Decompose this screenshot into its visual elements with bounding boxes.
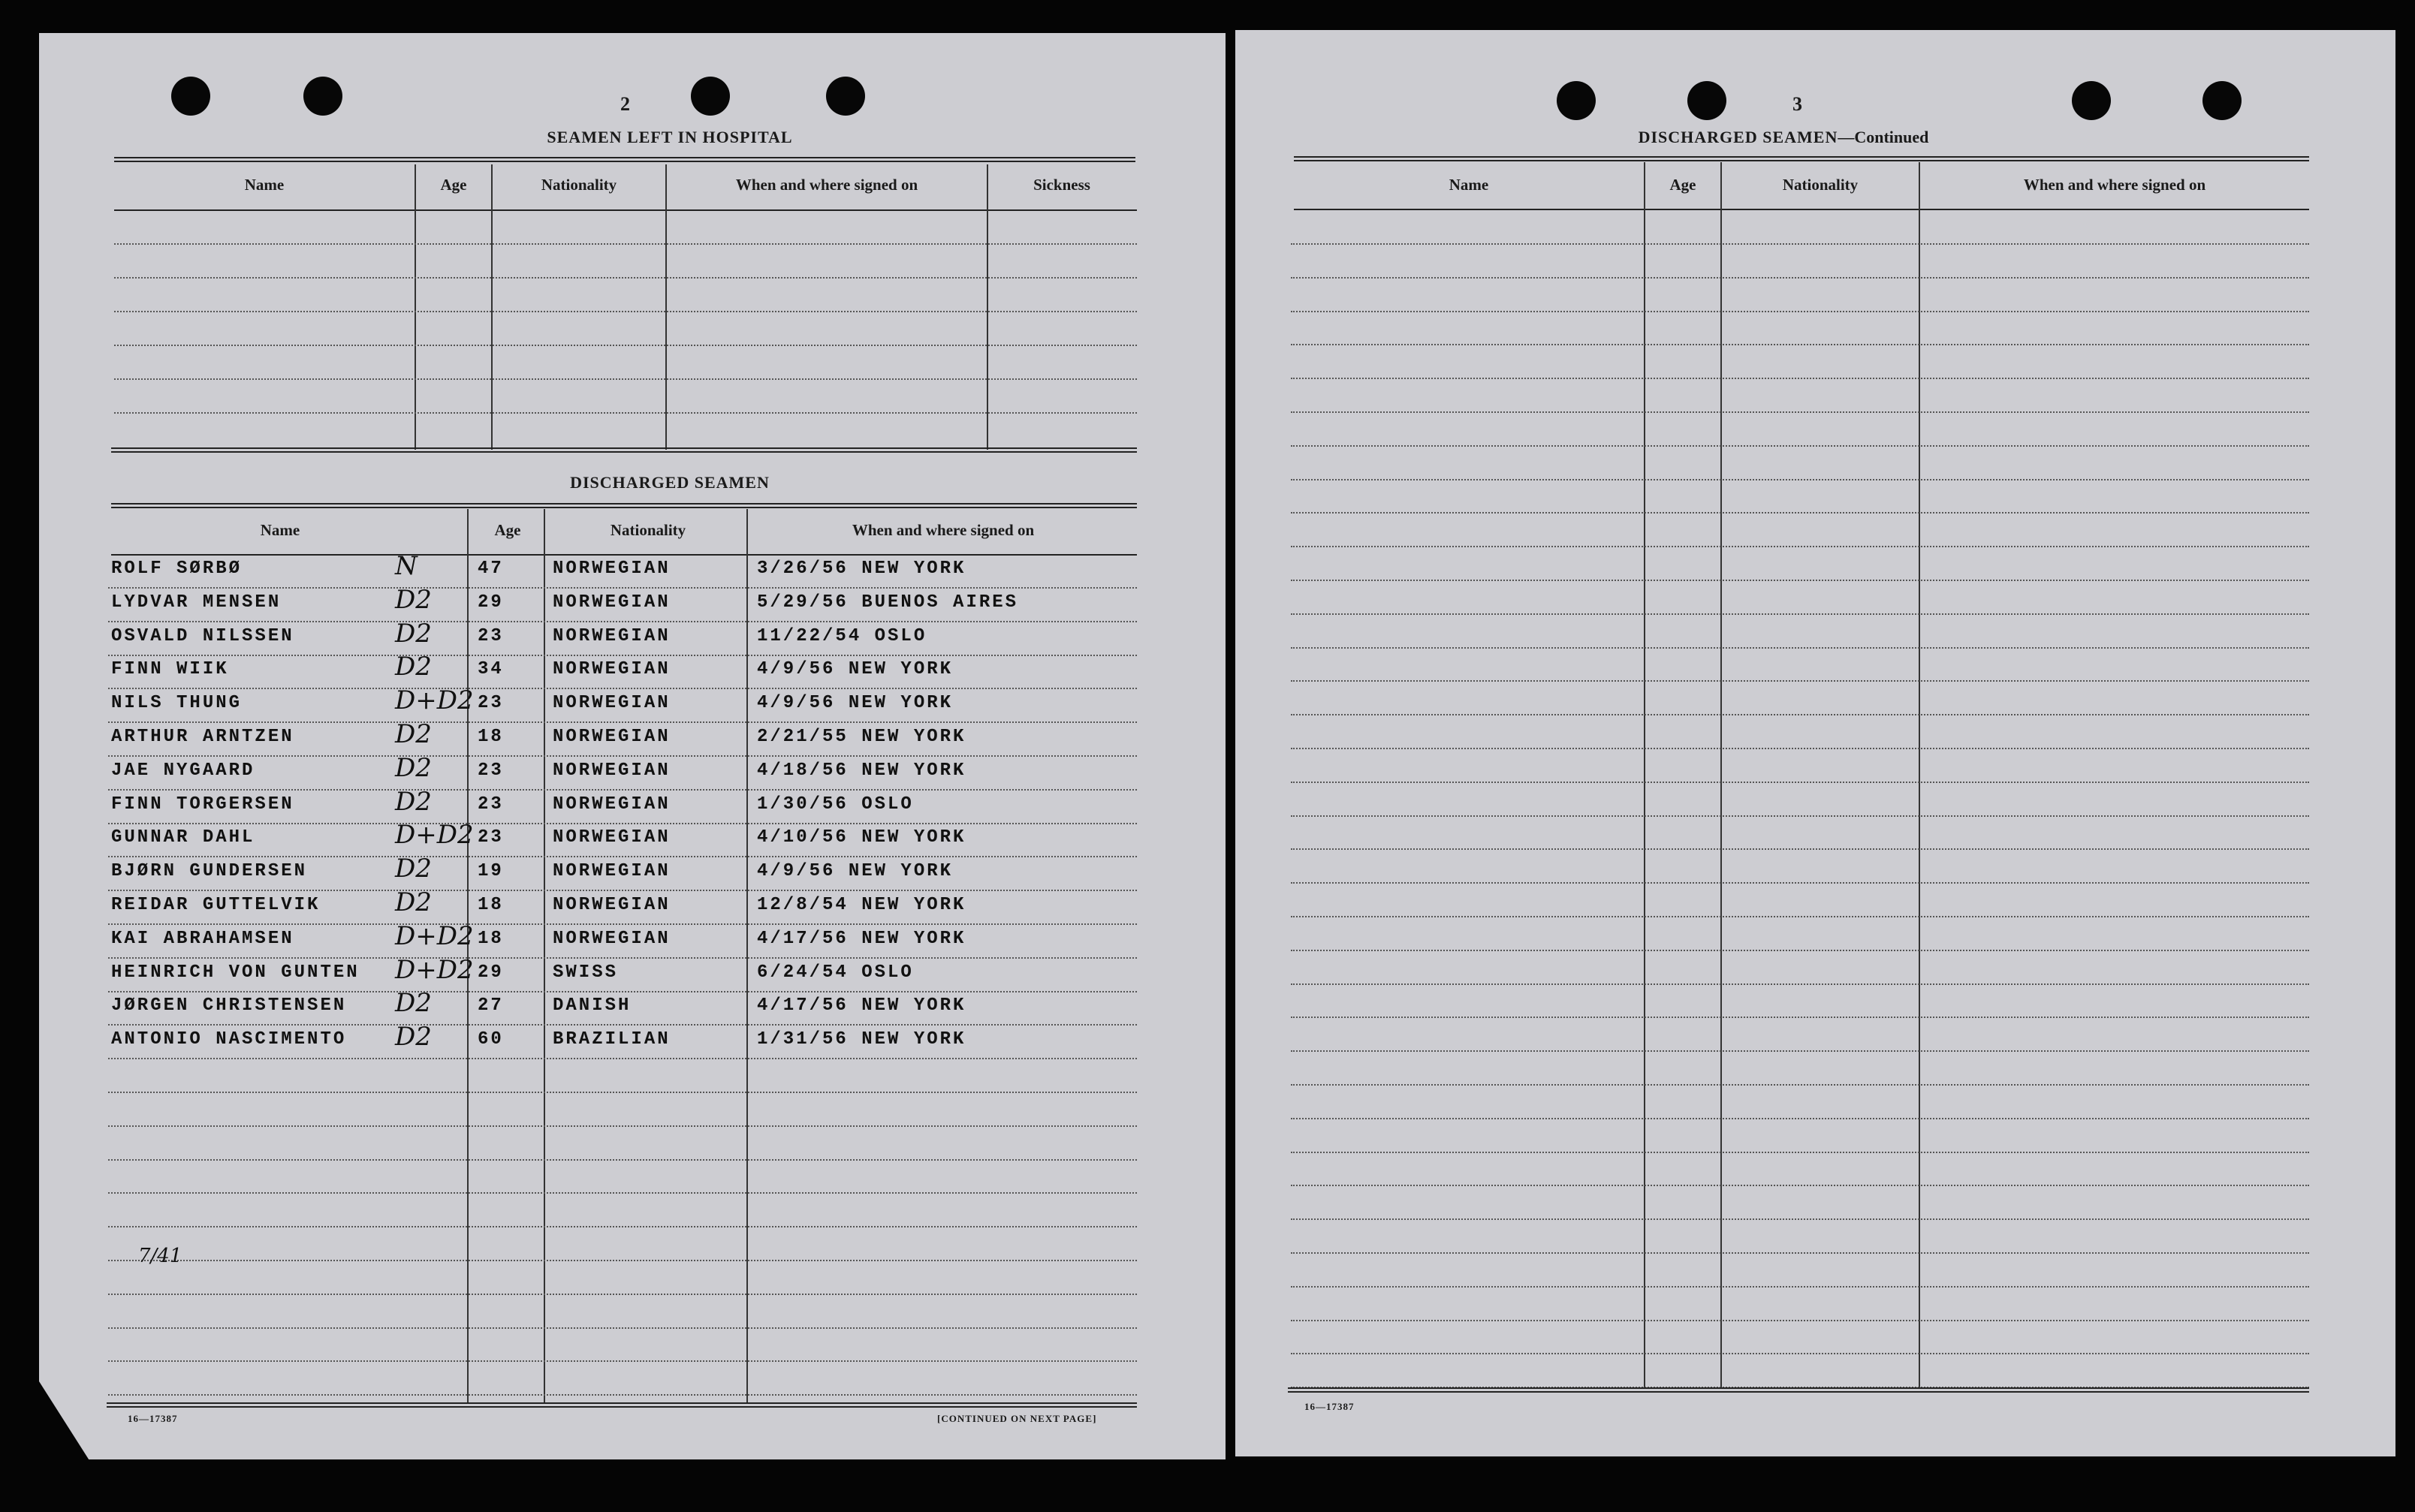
signed-on: 1/30/56 OSLO xyxy=(757,794,914,815)
table-top-rule xyxy=(1294,156,2309,161)
seaman-nationality: DANISH xyxy=(553,995,632,1017)
seaman-age: 18 xyxy=(478,895,504,915)
seaman-name: LYDVAR MENSEN xyxy=(111,592,282,613)
col-head-age: Age xyxy=(494,521,521,539)
row-line xyxy=(108,1327,1137,1329)
seaman-age: 60 xyxy=(478,1029,504,1050)
signed-on: 11/22/54 OSLO xyxy=(757,625,927,646)
row-line xyxy=(1291,243,2309,245)
column-divider xyxy=(1919,162,1920,1389)
seaman-nationality: NORWEGIAN xyxy=(553,659,671,680)
row-line xyxy=(1291,1118,2309,1119)
page-number: 3 xyxy=(1792,93,1802,115)
handwritten-mark: D2 xyxy=(395,752,432,783)
row-line xyxy=(1291,277,2309,279)
handwritten-mark: D2 xyxy=(395,618,432,649)
seaman-age: 34 xyxy=(478,659,504,680)
col-head-signed-on: When and where signed on xyxy=(2023,176,2206,194)
handwritten-mark: D2 xyxy=(395,584,432,615)
handwritten-mark: N xyxy=(395,551,418,581)
header-rule xyxy=(1294,209,2309,210)
table-bottom-rule xyxy=(107,1402,1137,1408)
row-line xyxy=(114,345,1137,346)
seaman-age: 27 xyxy=(478,995,504,1017)
seaman-age: 23 xyxy=(478,794,504,815)
continued-note: [CONTINUED ON NEXT PAGE] xyxy=(937,1413,1097,1424)
handwritten-mark: D+D2 xyxy=(395,820,474,851)
handwritten-mark: D2 xyxy=(395,854,432,884)
column-divider xyxy=(1644,162,1645,1389)
row-line xyxy=(108,957,1137,959)
row-line xyxy=(108,923,1137,925)
row-line xyxy=(1291,680,2309,682)
seaman-name: GUNNAR DAHL xyxy=(111,827,255,848)
form-number: 16—17387 xyxy=(128,1413,178,1424)
handwritten-mark: D2 xyxy=(395,786,432,817)
handwritten-mark: D2 xyxy=(395,988,432,1019)
row-line xyxy=(1291,815,2309,817)
row-line xyxy=(108,755,1137,757)
row-line xyxy=(1291,1252,2309,1254)
seaman-name: OSVALD NILSSEN xyxy=(111,625,294,646)
row-line xyxy=(108,991,1137,992)
row-line xyxy=(108,1192,1137,1194)
row-line xyxy=(1291,1050,2309,1052)
row-line xyxy=(108,823,1137,824)
row-line xyxy=(1291,950,2309,951)
seaman-name: HEINRICH VON GUNTEN xyxy=(111,962,360,983)
seaman-name: FINN WIIK xyxy=(111,659,229,680)
seaman-age: 18 xyxy=(478,928,504,949)
column-divider xyxy=(746,509,748,1402)
row-line xyxy=(108,1058,1137,1059)
row-line xyxy=(1291,613,2309,615)
column-divider xyxy=(544,509,545,1402)
seaman-name: REIDAR GUTTELVIK xyxy=(111,895,321,915)
cut-corner xyxy=(39,1381,92,1464)
punch-hole xyxy=(1687,81,1726,120)
header-rule xyxy=(114,209,1137,211)
seaman-name: BJØRN GUNDERSEN xyxy=(111,861,308,882)
right-page xyxy=(1235,30,2395,1456)
seaman-nationality: NORWEGIAN xyxy=(553,727,671,747)
seaman-nationality: NORWEGIAN xyxy=(553,928,671,949)
signed-on: 2/21/55 NEW YORK xyxy=(757,727,966,747)
handwritten-mark: D2 xyxy=(395,652,432,682)
seaman-name: FINN TORGERSEN xyxy=(111,794,294,815)
row-line xyxy=(1291,983,2309,985)
punch-hole xyxy=(2072,81,2111,120)
row-line xyxy=(1291,1084,2309,1086)
signed-on: 4/18/56 NEW YORK xyxy=(757,760,966,781)
title-suffix: —Continued xyxy=(1838,128,1929,146)
seaman-nationality: NORWEGIAN xyxy=(553,760,671,781)
table-top-rule xyxy=(111,503,1137,508)
row-line xyxy=(1291,714,2309,715)
row-line xyxy=(108,688,1137,689)
table-bottom-rule xyxy=(1288,1387,2309,1393)
row-line xyxy=(108,1394,1137,1396)
signed-on: 4/10/56 NEW YORK xyxy=(757,827,966,848)
header-rule xyxy=(111,554,1137,556)
col-head-name: Name xyxy=(244,176,285,194)
row-line xyxy=(114,243,1137,245)
seaman-age: 23 xyxy=(478,625,504,646)
handwritten-mark: D2 xyxy=(395,1022,432,1053)
row-line xyxy=(1291,1286,2309,1288)
row-line xyxy=(108,621,1137,622)
seaman-age: 18 xyxy=(478,727,504,747)
punch-hole xyxy=(691,77,730,116)
row-line xyxy=(1291,647,2309,649)
seaman-nationality: NORWEGIAN xyxy=(553,592,671,613)
seaman-age: 19 xyxy=(478,861,504,882)
seaman-age: 29 xyxy=(478,592,504,613)
form-number: 16—17387 xyxy=(1304,1401,1355,1412)
row-line xyxy=(1291,1353,2309,1354)
handwritten-mark: D2 xyxy=(395,887,432,917)
row-line xyxy=(1291,512,2309,514)
seaman-nationality: BRAZILIAN xyxy=(553,1029,671,1050)
row-line xyxy=(108,856,1137,857)
row-line xyxy=(108,1260,1137,1261)
row-line xyxy=(108,1294,1137,1295)
row-line xyxy=(1291,1017,2309,1018)
seaman-name: KAI ABRAHAMSEN xyxy=(111,928,294,949)
seaman-name: ARTHUR ARNTZEN xyxy=(111,727,294,747)
signed-on: 12/8/54 NEW YORK xyxy=(757,895,966,915)
row-line xyxy=(114,277,1137,279)
seaman-nationality: NORWEGIAN xyxy=(553,827,671,848)
seaman-age: 47 xyxy=(478,559,504,579)
signed-on: 1/31/56 NEW YORK xyxy=(757,1029,966,1050)
seaman-nationality: NORWEGIAN xyxy=(553,895,671,915)
seaman-nationality: NORWEGIAN xyxy=(553,625,671,646)
seaman-name: NILS THUNG xyxy=(111,693,243,714)
seaman-nationality: NORWEGIAN xyxy=(553,794,671,815)
row-line xyxy=(1291,546,2309,547)
col-head-name: Name xyxy=(260,521,300,539)
row-line xyxy=(1291,916,2309,917)
row-line xyxy=(1291,848,2309,850)
row-line xyxy=(108,1092,1137,1093)
row-line xyxy=(1291,580,2309,581)
col-head-signed-on: When and where signed on xyxy=(852,521,1035,539)
row-line xyxy=(1291,378,2309,379)
col-head-nationality: Nationality xyxy=(541,176,617,194)
row-line xyxy=(108,587,1137,589)
row-line xyxy=(108,1024,1137,1026)
col-head-name: Name xyxy=(1449,176,1489,194)
row-line xyxy=(114,412,1137,414)
row-line xyxy=(1291,311,2309,312)
punch-hole xyxy=(826,77,865,116)
title-text: DISCHARGED SEAMEN xyxy=(1638,128,1838,146)
column-divider xyxy=(665,164,667,450)
page-number: 2 xyxy=(620,93,630,115)
signed-on: 4/17/56 NEW YORK xyxy=(757,995,966,1017)
punch-hole xyxy=(303,77,342,116)
row-line xyxy=(1291,1152,2309,1153)
row-line xyxy=(108,789,1137,791)
row-line xyxy=(1291,445,2309,447)
row-line xyxy=(1291,411,2309,413)
seaman-nationality: SWISS xyxy=(553,962,619,983)
row-line xyxy=(1291,1185,2309,1186)
margin-note: 7/41 xyxy=(138,1245,182,1267)
handwritten-mark: D+D2 xyxy=(395,920,474,951)
seaman-age: 23 xyxy=(478,760,504,781)
seaman-name: JØRGEN CHRISTENSEN xyxy=(111,995,347,1017)
signed-on: 4/9/56 NEW YORK xyxy=(757,659,954,680)
column-divider xyxy=(491,164,493,450)
col-head-nationality: Nationality xyxy=(610,521,686,539)
row-line xyxy=(108,1360,1137,1362)
row-line xyxy=(1291,1218,2309,1220)
col-head-signed-on: When and where signed on xyxy=(735,176,918,194)
left-page xyxy=(39,33,1226,1459)
seaman-age: 23 xyxy=(478,827,504,848)
punch-hole xyxy=(1557,81,1596,120)
row-line xyxy=(108,1159,1137,1161)
punch-hole xyxy=(2202,81,2242,120)
col-head-age: Age xyxy=(440,176,467,194)
row-line xyxy=(108,721,1137,723)
seaman-age: 29 xyxy=(478,962,504,983)
col-head-sickness: Sickness xyxy=(1033,176,1090,194)
row-line xyxy=(108,1125,1137,1127)
row-line xyxy=(1291,479,2309,480)
row-line xyxy=(108,890,1137,891)
seaman-nationality: NORWEGIAN xyxy=(553,861,671,882)
seaman-name: JAE NYGAARD xyxy=(111,760,255,781)
seaman-nationality: NORWEGIAN xyxy=(553,693,671,714)
column-divider xyxy=(415,164,416,450)
signed-on: 4/17/56 NEW YORK xyxy=(757,928,966,949)
col-head-nationality: Nationality xyxy=(1782,176,1859,194)
table-bottom-rule xyxy=(111,447,1137,453)
signed-on: 6/24/54 OSLO xyxy=(757,962,914,983)
punch-hole xyxy=(171,77,210,116)
seaman-name: ROLF SØRBØ xyxy=(111,559,243,579)
row-line xyxy=(114,311,1137,312)
signed-on: 5/29/56 BUENOS AIRES xyxy=(757,592,1019,613)
handwritten-mark: D+D2 xyxy=(395,954,474,985)
seaman-name: ANTONIO NASCIMENTO xyxy=(111,1029,347,1050)
row-line xyxy=(108,655,1137,656)
seaman-nationality: NORWEGIAN xyxy=(553,559,671,579)
row-line xyxy=(1291,882,2309,884)
column-divider xyxy=(1720,162,1722,1389)
signed-on: 3/26/56 NEW YORK xyxy=(757,559,966,579)
seaman-age: 23 xyxy=(478,693,504,714)
column-divider xyxy=(987,164,988,450)
row-line xyxy=(1291,748,2309,749)
row-line xyxy=(108,1226,1137,1227)
row-line xyxy=(114,378,1137,380)
col-head-age: Age xyxy=(1669,176,1696,194)
table-top-rule xyxy=(114,157,1135,162)
handwritten-mark: D2 xyxy=(395,719,432,749)
row-line xyxy=(1291,1320,2309,1321)
signed-on: 4/9/56 NEW YORK xyxy=(757,693,954,714)
hospital-section-title: SEAMEN LEFT IN HOSPITAL xyxy=(547,128,793,146)
handwritten-mark: D+D2 xyxy=(395,685,474,716)
row-line xyxy=(1291,782,2309,783)
discharged-continued-title xyxy=(1573,128,1994,147)
discharged-section-title: DISCHARGED SEAMEN xyxy=(570,473,770,492)
signed-on: 4/9/56 NEW YORK xyxy=(757,861,954,882)
row-line xyxy=(1291,344,2309,345)
